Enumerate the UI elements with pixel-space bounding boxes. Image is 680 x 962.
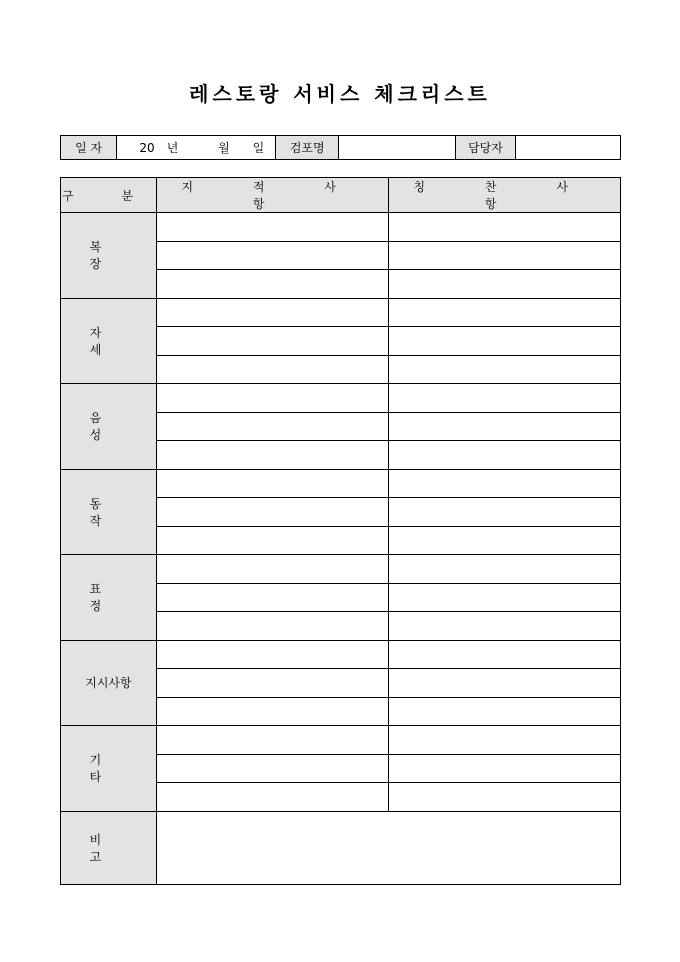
issue-cell[interactable] [156, 612, 389, 641]
issue-cell[interactable] [156, 669, 389, 698]
category-motion: 동 작 [61, 469, 157, 555]
issue-cell[interactable] [156, 754, 389, 783]
praise-cell[interactable] [389, 612, 621, 641]
day-unit: 일 [242, 136, 276, 160]
header-category: 구 분 [61, 178, 157, 213]
praise-cell[interactable] [389, 783, 621, 812]
issue-cell[interactable] [156, 498, 389, 527]
issue-cell[interactable] [156, 241, 389, 270]
year-unit: 년 [159, 136, 206, 160]
praise-cell[interactable] [389, 669, 621, 698]
praise-cell[interactable] [389, 697, 621, 726]
praise-cell[interactable] [389, 498, 621, 527]
remark-label: 비 고 [61, 811, 157, 884]
praise-cell[interactable] [389, 213, 621, 242]
year-prefix: 20 [117, 136, 159, 160]
issue-cell[interactable] [156, 412, 389, 441]
remark-field[interactable] [156, 811, 620, 884]
info-table [60, 135, 621, 160]
issue-cell[interactable] [156, 526, 389, 555]
praise-cell[interactable] [389, 526, 621, 555]
issue-cell[interactable] [156, 298, 389, 327]
category-attire: 복 장 [61, 213, 157, 299]
issue-cell[interactable] [156, 555, 389, 584]
issue-cell[interactable] [156, 583, 389, 612]
issue-cell[interactable] [156, 441, 389, 470]
issue-cell[interactable] [156, 355, 389, 384]
praise-cell[interactable] [389, 270, 621, 299]
praise-cell[interactable] [389, 726, 621, 755]
month-unit: 월 [206, 136, 242, 160]
issue-cell[interactable] [156, 726, 389, 755]
date-label: 일 자 [61, 136, 117, 160]
issue-cell[interactable] [156, 270, 389, 299]
praise-cell[interactable] [389, 327, 621, 356]
category-voice: 음 성 [61, 384, 157, 470]
page-title: 레스토랑 서비스 체크리스트 [189, 82, 491, 106]
category-posture: 자 세 [61, 298, 157, 384]
praise-cell[interactable] [389, 298, 621, 327]
manager-field[interactable] [515, 136, 620, 160]
issue-cell[interactable] [156, 327, 389, 356]
category-other: 기 타 [61, 726, 157, 812]
issue-cell[interactable] [156, 697, 389, 726]
category-expression: 표 정 [61, 555, 157, 641]
issue-cell[interactable] [156, 384, 389, 413]
praise-cell[interactable] [389, 412, 621, 441]
header-issues: 지 적 사 항 [156, 178, 389, 213]
praise-cell[interactable] [389, 241, 621, 270]
issue-cell[interactable] [156, 640, 389, 669]
issue-cell[interactable] [156, 469, 389, 498]
category-instructions: 지시사항 [61, 640, 157, 726]
issue-cell[interactable] [156, 213, 389, 242]
praise-cell[interactable] [389, 640, 621, 669]
header-praise: 칭 찬 사 항 [389, 178, 621, 213]
praise-cell[interactable] [389, 754, 621, 783]
checklist-table [60, 177, 621, 885]
praise-cell[interactable] [389, 469, 621, 498]
praise-cell[interactable] [389, 583, 621, 612]
manager-label: 담당자 [455, 136, 515, 160]
praise-cell[interactable] [389, 441, 621, 470]
praise-cell[interactable] [389, 355, 621, 384]
store-label: 검포명 [276, 136, 339, 160]
praise-cell[interactable] [389, 384, 621, 413]
store-field[interactable] [339, 136, 456, 160]
issue-cell[interactable] [156, 783, 389, 812]
praise-cell[interactable] [389, 555, 621, 584]
